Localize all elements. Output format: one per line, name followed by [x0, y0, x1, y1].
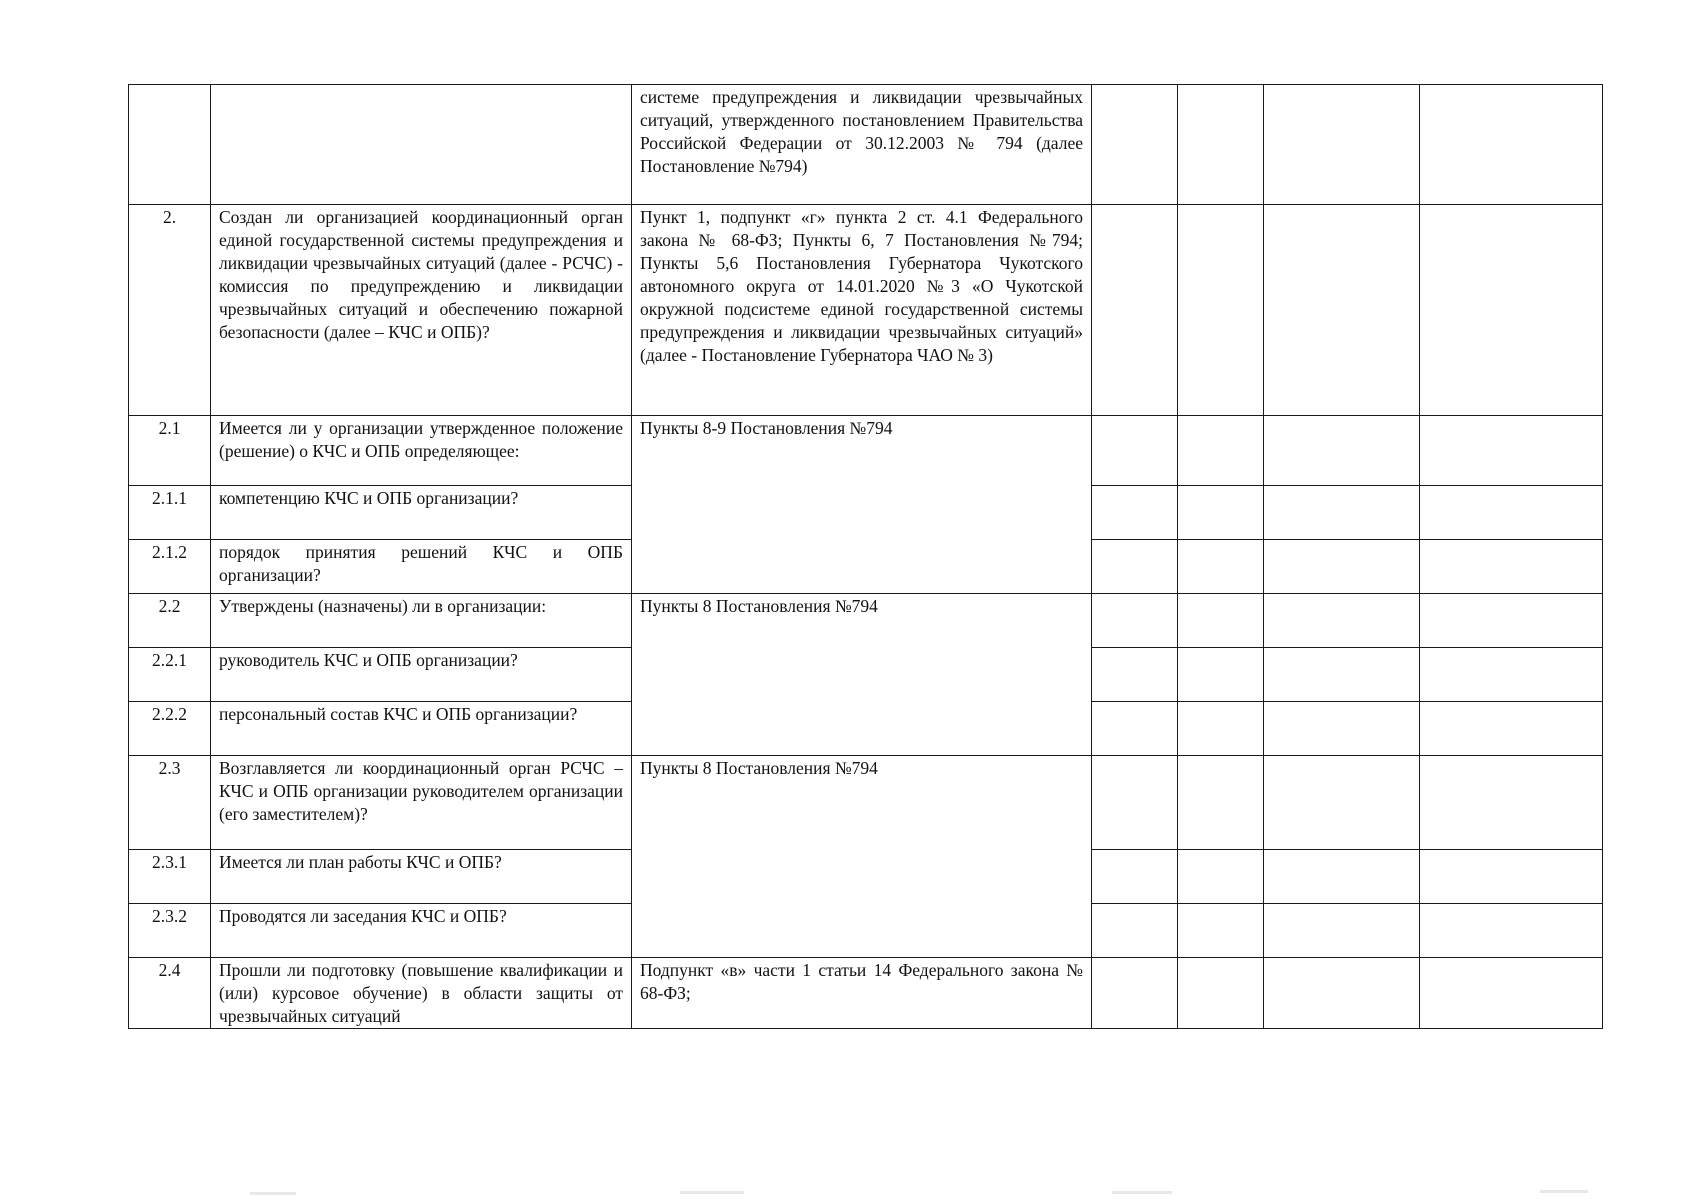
table-row	[129, 958, 1603, 1029]
question-cell: Возглавляется ли координационный орган РСЧС – КЧС и ОПБ организации руководителем организации (его заместителем)?	[211, 756, 632, 850]
row-number: 2.2.2	[129, 702, 211, 756]
note-cell	[1420, 756, 1603, 850]
question-cell: компетенцию КЧС и ОПБ организации?	[211, 486, 632, 540]
row-number: 2.1	[129, 416, 211, 486]
note-cell	[1420, 540, 1603, 594]
answer-na-cell	[1264, 205, 1420, 416]
note-cell	[1420, 486, 1603, 540]
basis-cell: Пункты 8-9 Постановления №794	[632, 416, 1092, 594]
answer-yes-cell	[1092, 540, 1178, 594]
row-number: 2.4	[129, 958, 211, 1029]
row-number: 2.3	[129, 756, 211, 850]
table-row	[129, 594, 1603, 648]
question-cell: Имеется ли у организации утвержденное положение (решение) о КЧС и ОПБ определяющее:	[211, 416, 632, 486]
answer-na-cell	[1264, 904, 1420, 958]
question-cell: Проводятся ли заседания КЧС и ОПБ?	[211, 904, 632, 958]
answer-na-cell	[1264, 702, 1420, 756]
table-row	[129, 416, 1603, 486]
question-cell: Утверждены (назначены) ли в организации:	[211, 594, 632, 648]
answer-yes-cell	[1092, 205, 1178, 416]
question-cell: персональный состав КЧС и ОПБ организации?	[211, 702, 632, 756]
answer-na-cell	[1264, 594, 1420, 648]
scan-artifact	[1112, 1191, 1172, 1194]
basis-cell: системе предупреждения и ликвидации чрезвычайных ситуаций, утвержденного постановлением Правительства Российской Федерации от 30.12.2003 № 794 (далее Постановление №794)	[632, 85, 1092, 205]
row-number: 2.1.2	[129, 540, 211, 594]
answer-no-cell	[1178, 85, 1264, 205]
answer-no-cell	[1178, 904, 1264, 958]
scan-artifact	[680, 1191, 744, 1194]
answer-no-cell	[1178, 205, 1264, 416]
basis-cell: Пункты 8 Постановления №794	[632, 756, 1092, 958]
row-number: 2.3.2	[129, 904, 211, 958]
row-number: 2.1.1	[129, 486, 211, 540]
answer-no-cell	[1178, 594, 1264, 648]
question-cell: Имеется ли план работы КЧС и ОПБ?	[211, 850, 632, 904]
answer-no-cell	[1178, 648, 1264, 702]
note-cell	[1420, 648, 1603, 702]
answer-yes-cell	[1092, 416, 1178, 486]
row-number	[129, 85, 211, 205]
row-number: 2.2	[129, 594, 211, 648]
answer-no-cell	[1178, 416, 1264, 486]
question-cell: Прошли ли подготовку (повышение квалификации и (или) курсовое обучение) в области защиты от чрезвычайных ситуаций	[211, 958, 632, 1029]
table-row	[129, 756, 1603, 850]
note-cell	[1420, 416, 1603, 486]
question-cell: Создан ли организацией координационный орган единой государственной системы предупреждения и ликвидации чрезвычайных ситуаций (далее - РСЧС) - комиссия по предупреждению и ликвидации чрезвычайных ситуаций и обеспечению пожарной безопасности (далее – КЧС и ОПБ)?	[211, 205, 632, 416]
row-number: 2.	[129, 205, 211, 416]
answer-no-cell	[1178, 702, 1264, 756]
note-cell	[1420, 205, 1603, 416]
question-cell: руководитель КЧС и ОПБ организации?	[211, 648, 632, 702]
answer-na-cell	[1264, 756, 1420, 850]
table-row	[129, 85, 1603, 205]
answer-yes-cell	[1092, 486, 1178, 540]
table-row	[129, 205, 1603, 416]
row-number: 2.2.1	[129, 648, 211, 702]
checklist-table	[128, 84, 1603, 1029]
question-cell	[211, 85, 632, 205]
answer-no-cell	[1178, 756, 1264, 850]
scan-artifact	[250, 1192, 296, 1195]
answer-na-cell	[1264, 486, 1420, 540]
answer-yes-cell	[1092, 648, 1178, 702]
answer-na-cell	[1264, 648, 1420, 702]
answer-yes-cell	[1092, 756, 1178, 850]
basis-cell: Пункт 1, подпункт «г» пункта 2 ст. 4.1 Федерального закона № 68-ФЗ; Пункты 6, 7 Постановления №794; Пункты 5,6 Постановления Губернатора Чукотского автономного округа от 14.01.2020 №3 «О Чукотской окружной подсистеме единой государственной системы предупреждения и ликвидации чрезвычайных ситуаций» (далее - Постановление Губернатора ЧАО № 3)	[632, 205, 1092, 416]
note-cell	[1420, 702, 1603, 756]
answer-na-cell	[1264, 850, 1420, 904]
answer-yes-cell	[1092, 594, 1178, 648]
answer-na-cell	[1264, 540, 1420, 594]
basis-cell: Пункты 8 Постановления №794	[632, 594, 1092, 756]
answer-yes-cell	[1092, 850, 1178, 904]
answer-na-cell	[1264, 416, 1420, 486]
answer-na-cell	[1264, 958, 1420, 1029]
answer-no-cell	[1178, 958, 1264, 1029]
note-cell	[1420, 850, 1603, 904]
answer-yes-cell	[1092, 85, 1178, 205]
answer-no-cell	[1178, 486, 1264, 540]
note-cell	[1420, 594, 1603, 648]
note-cell	[1420, 958, 1603, 1029]
scan-artifact	[1540, 1190, 1588, 1193]
note-cell	[1420, 904, 1603, 958]
question-cell: порядок принятия решений КЧС и ОПБ организации?	[211, 540, 632, 594]
answer-yes-cell	[1092, 702, 1178, 756]
note-cell	[1420, 85, 1603, 205]
basis-cell: Подпункт «в» части 1 статьи 14 Федерального закона № 68-ФЗ;	[632, 958, 1092, 1029]
answer-yes-cell	[1092, 958, 1178, 1029]
answer-no-cell	[1178, 540, 1264, 594]
answer-na-cell	[1264, 85, 1420, 205]
answer-yes-cell	[1092, 904, 1178, 958]
row-number: 2.3.1	[129, 850, 211, 904]
answer-no-cell	[1178, 850, 1264, 904]
